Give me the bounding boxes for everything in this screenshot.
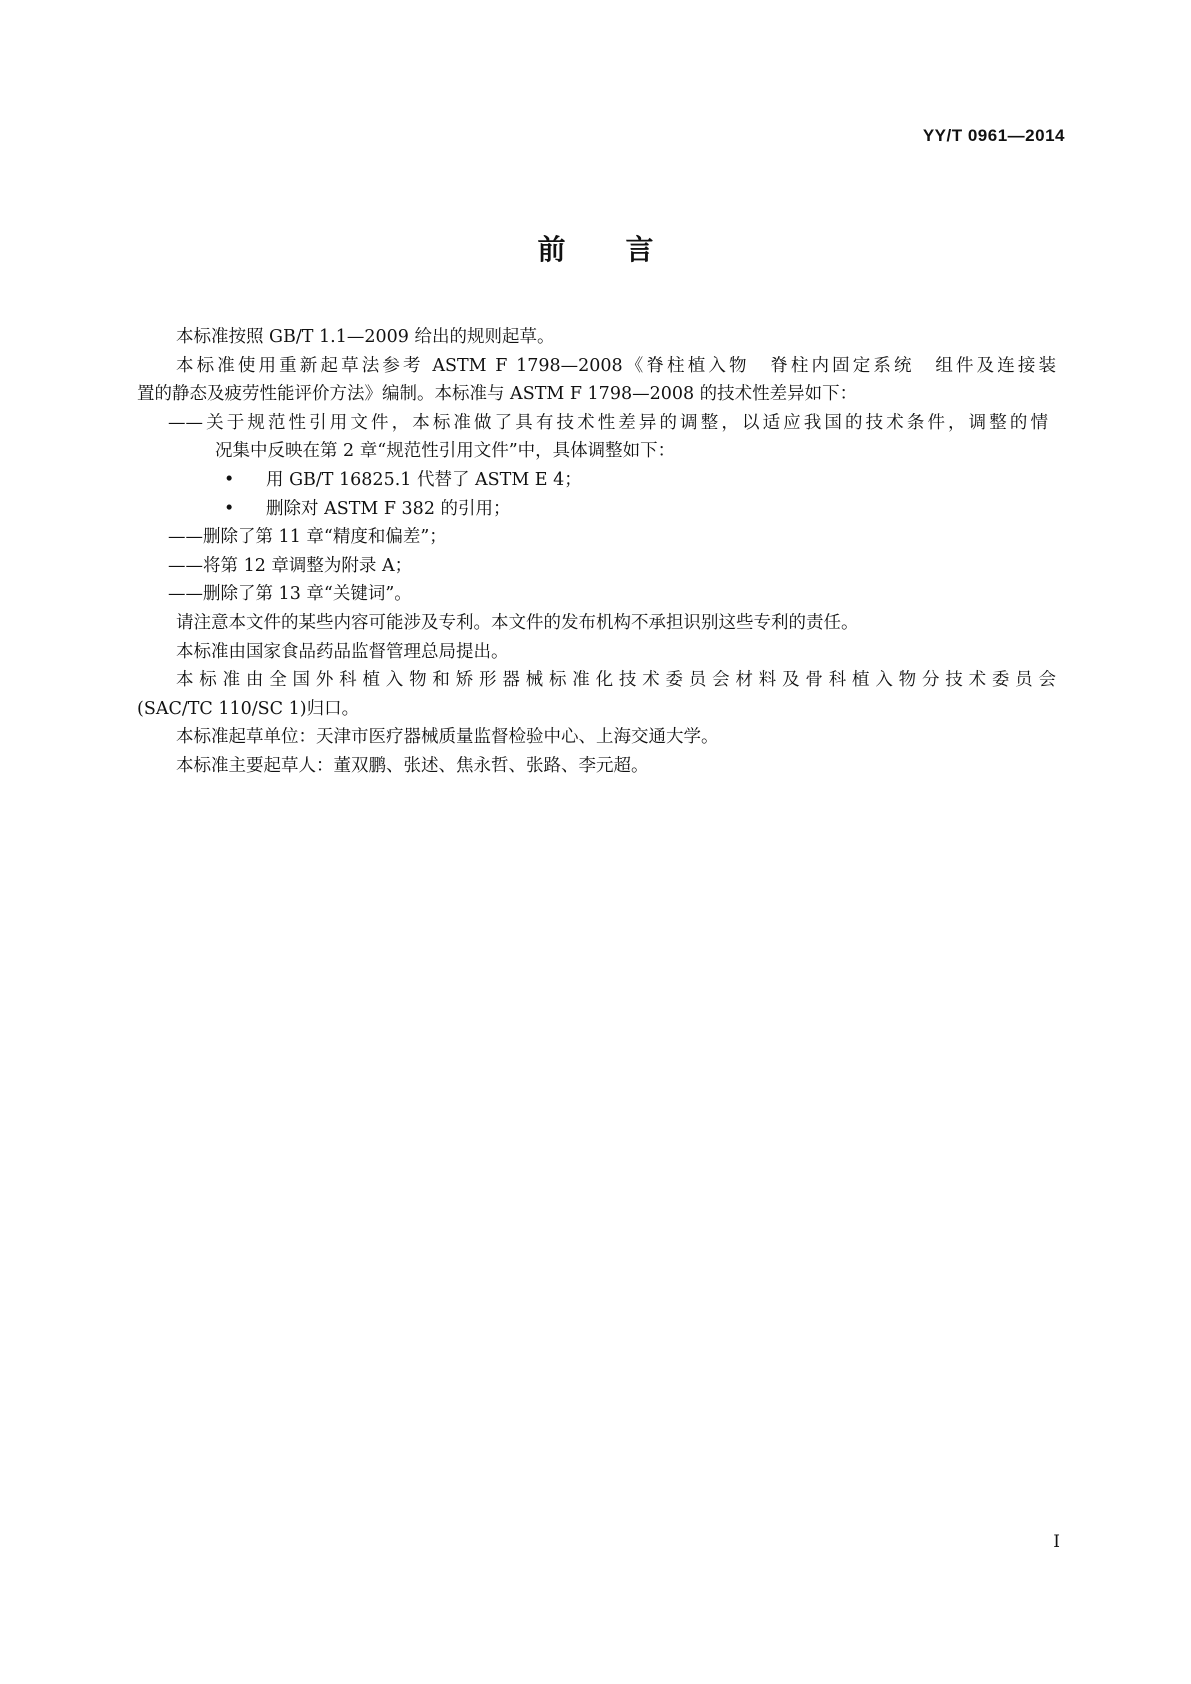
list-item-normative-refs-line2: 况集中反映在第 2 章“规范性引用文件”中，具体调整如下： xyxy=(215,441,676,462)
paragraph-proposed-by: 本标准由国家食品药品监督管理总局提出。 xyxy=(176,641,509,662)
paragraph-patent-notice: 请注意本文件的某些内容可能涉及专利。本文件的发布机构不承担识别这些专利的责任。 xyxy=(176,612,859,633)
paragraph-drafting-rules: 本标准按照 GB/T 1.1—2009 给出的规则起草。 xyxy=(176,327,555,347)
sub-list-item-text: 删除对 ASTM F 382 的引用； xyxy=(266,498,511,519)
page-title: 前言 xyxy=(537,233,714,266)
bullet-icon: • xyxy=(224,498,235,519)
list-item-chapter-13: ——删除了第 13 章“关键词”。 xyxy=(168,584,412,605)
list-item-normative-refs-line1: ——关于规范性引用文件，本标准做了具有技术性差异的调整，以适应我国的技术条件，调整的情 xyxy=(168,412,1048,433)
paragraph-under-jurisdiction-line1: 本标准由全国外科植入物和矫形器械标准化技术委员会材料及骨科植入物分技术委员会 xyxy=(176,670,1056,691)
list-item-chapter-12: ——将第 12 章调整为附录 A； xyxy=(168,555,413,576)
standard-code: YY/T 0961—2014 xyxy=(922,126,1065,145)
paragraph-under-jurisdiction-line2: (SAC/TC 110/SC 1)归口。 xyxy=(137,698,360,719)
sub-list-item xyxy=(176,495,1056,524)
bullet-icon: • xyxy=(224,469,235,490)
page-number: I xyxy=(1053,1532,1060,1552)
sub-list-item-text: 用 GB/T 16825.1 代替了 ASTM E 4； xyxy=(266,469,582,490)
list-item-chapter-11: ——删除了第 11 章“精度和偏差”； xyxy=(168,527,447,548)
paragraph-drafting-organizations: 本标准起草单位：天津市医疗器械质量监督检验中心、上海交通大学。 xyxy=(176,727,719,748)
paragraph-reference-line2: 置的静态及疲劳性能评价方法》编制。本标准与 ASTM F 1798—2008 的技术性差异如下： xyxy=(137,384,858,405)
paragraph-reference-line1: 本标准使用重新起草法参考 ASTM F 1798—2008《脊柱植入物 脊柱内固定系统 组件及连接装 xyxy=(176,355,1056,376)
foreword-body xyxy=(137,323,1056,781)
paragraph-drafters: 本标准主要起草人：董双鹏、张述、焦永哲、张路、李元超。 xyxy=(176,755,649,776)
sub-list-item xyxy=(176,466,1056,495)
